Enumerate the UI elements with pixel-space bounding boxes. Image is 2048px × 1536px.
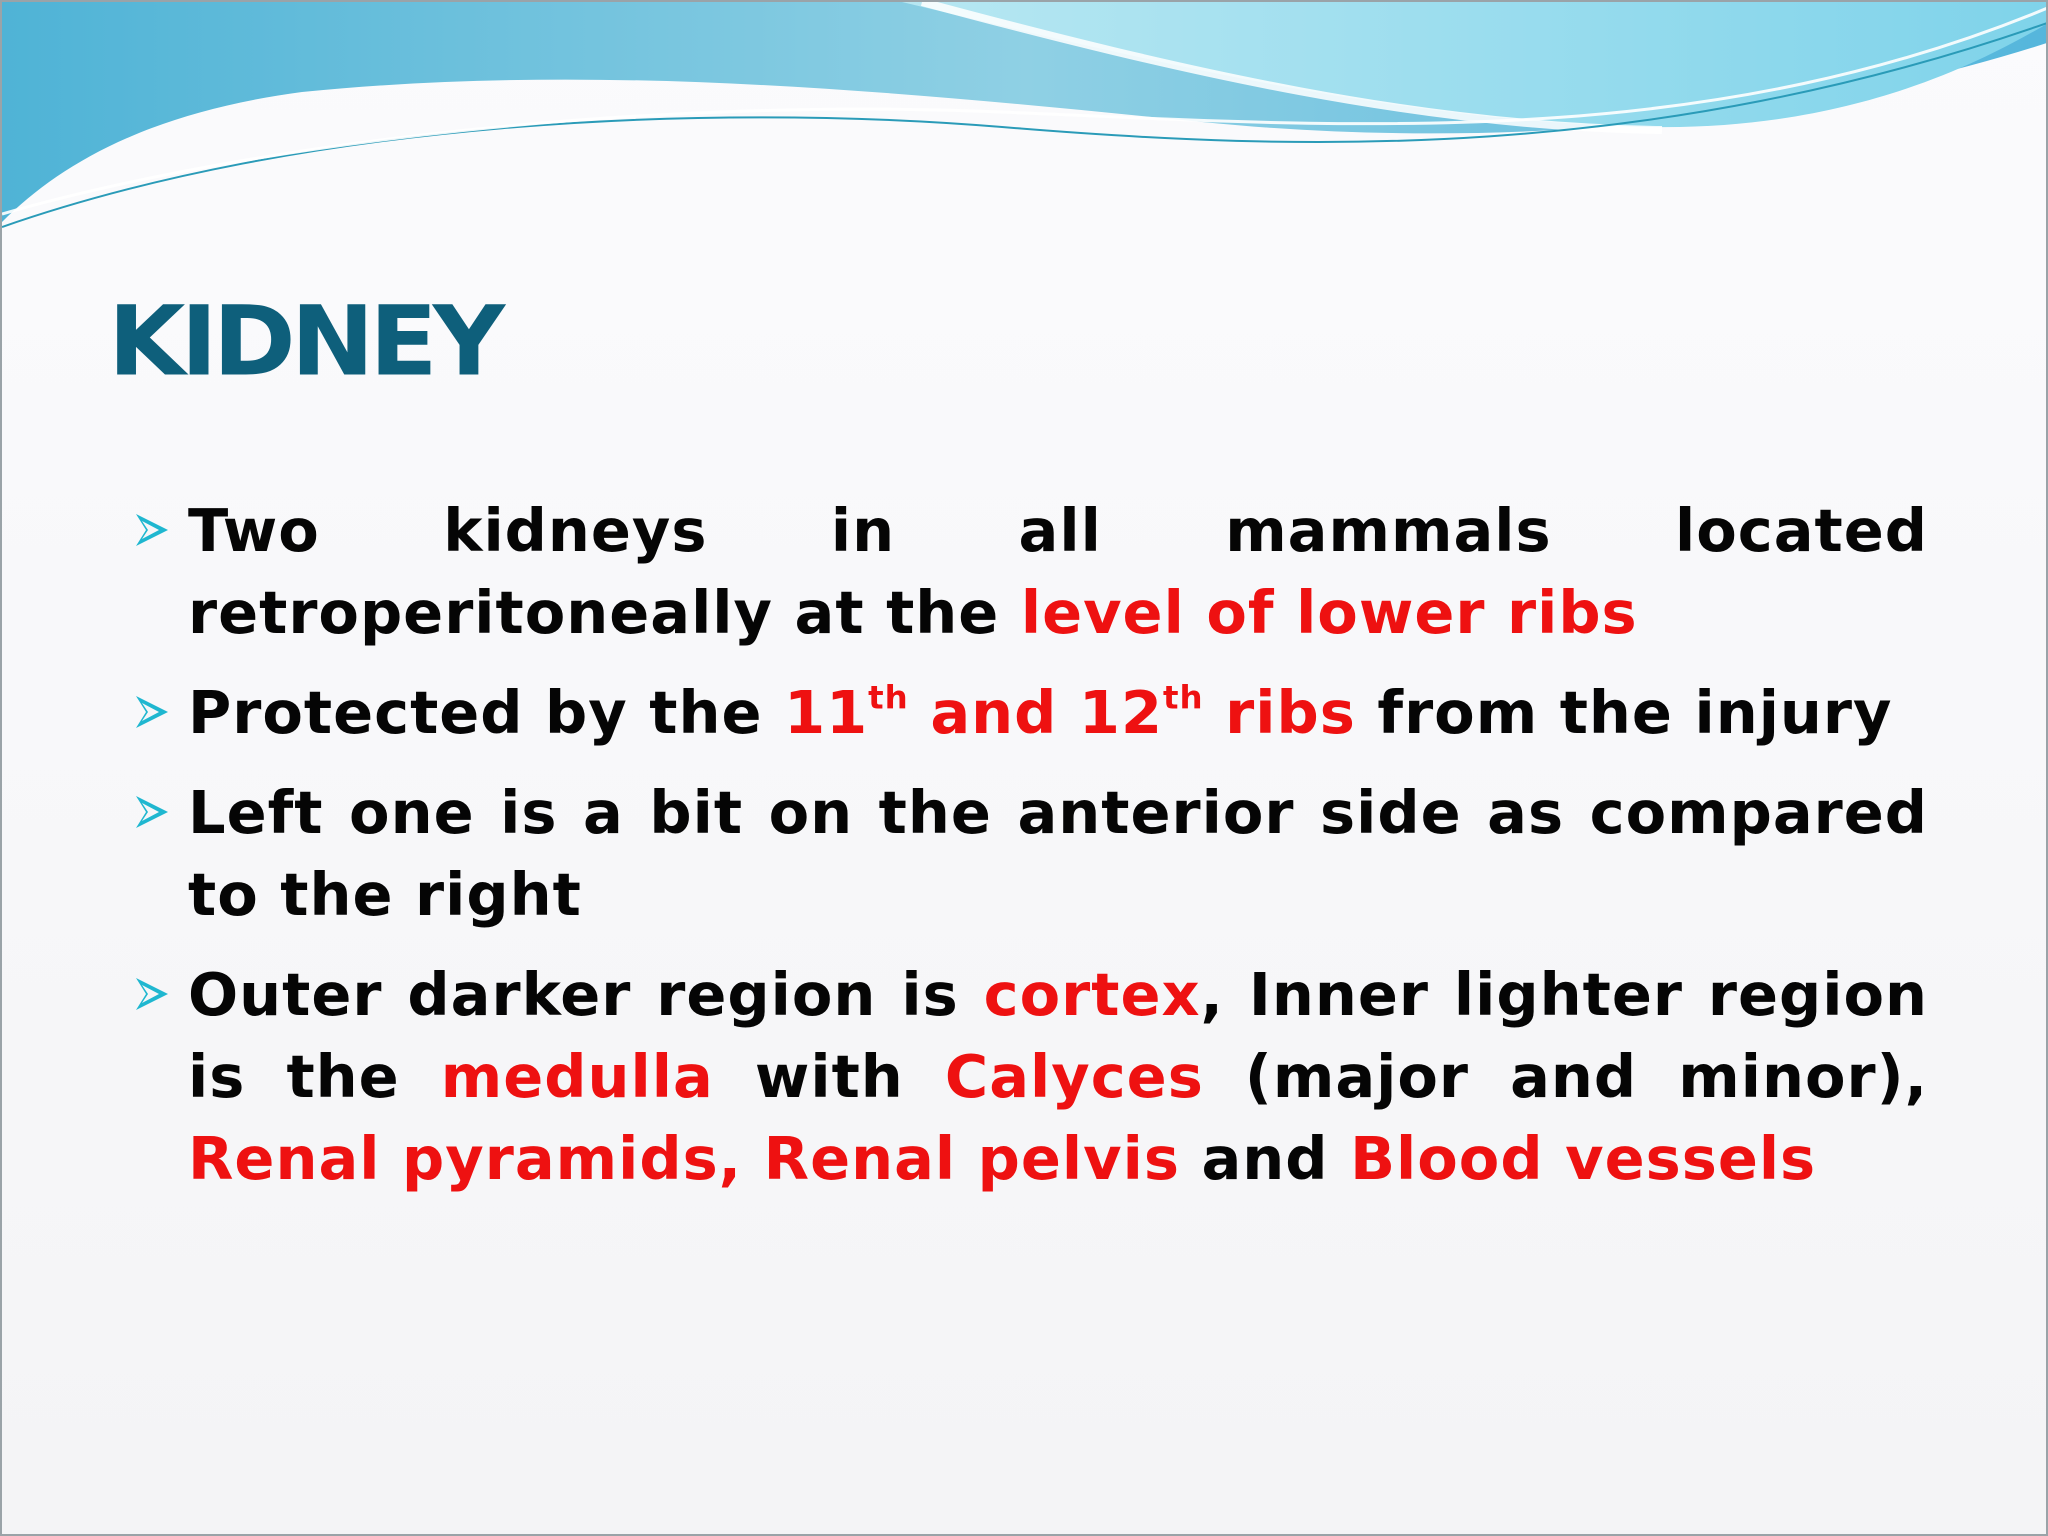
highlight-part: 11 <box>784 678 869 747</box>
bullet-text <box>188 672 1928 754</box>
bullet-text <box>188 490 1928 654</box>
superscript: th <box>1163 678 1204 717</box>
highlight-part: and 12 <box>908 678 1164 747</box>
text-span: , Inner lighter region is the <box>188 960 1928 1111</box>
highlight-span: Calyces <box>944 1042 1204 1111</box>
highlight-span <box>784 678 1356 747</box>
bullet-text <box>188 954 1928 1200</box>
highlight-span: Blood vessels <box>1350 1124 1817 1193</box>
arrow-right-outline-icon <box>132 792 172 832</box>
highlight-part: ribs <box>1203 678 1356 747</box>
bullet-item <box>128 490 1928 654</box>
bullet-text <box>188 772 1928 936</box>
slide-title: KIDNEY <box>108 285 501 398</box>
text-span: with <box>713 1042 945 1111</box>
bullet-list <box>128 490 1928 1218</box>
highlight-span: medulla <box>440 1042 714 1111</box>
text-span: Two kidneys in all mammals located retroperitoneally at the <box>188 496 1928 647</box>
bullet-item <box>128 772 1928 936</box>
highlight-span: level of lower ribs <box>1020 578 1638 647</box>
highlight-span: Renal pyramids, Renal pelvis <box>188 1124 1180 1193</box>
text-span: from the injury <box>1355 678 1893 747</box>
text-span: Protected by the <box>188 678 785 747</box>
arrow-right-outline-icon <box>132 974 172 1014</box>
bullet-item <box>128 672 1928 754</box>
arrow-right-outline-icon <box>132 692 172 732</box>
text-span: (major and minor), <box>1203 1042 1928 1111</box>
superscript: th <box>868 678 909 717</box>
text-span: and <box>1179 1124 1351 1193</box>
text-span: Outer darker region is <box>188 960 984 1029</box>
text-span: Left one is a bit on the anterior side as compared to the right <box>188 778 1928 929</box>
header-wave-decoration <box>2 2 2048 242</box>
bullet-item <box>128 954 1928 1200</box>
arrow-right-outline-icon <box>132 510 172 550</box>
highlight-span: cortex <box>983 960 1201 1029</box>
